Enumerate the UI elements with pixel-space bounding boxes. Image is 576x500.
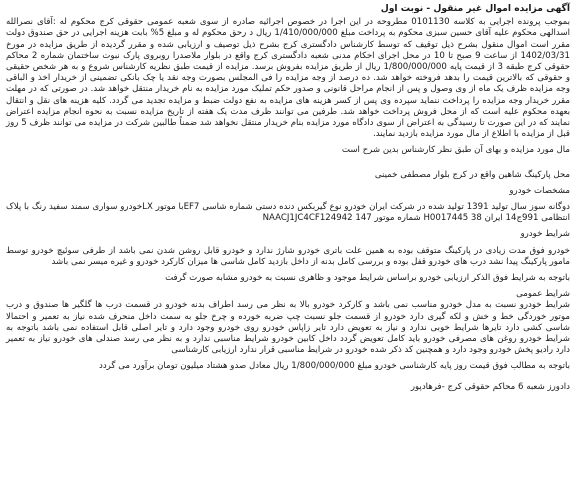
vehicle-condition-heading: شرایط خودرو bbox=[520, 229, 570, 240]
vehicle-specs-heading: مشخصات خودرو bbox=[509, 185, 570, 196]
notice-intro-paragraph: بموجب پرونده اجرایی به کلاسه 0101130 مطروحه در این اجرا در خصوص اجرائیه صادره از سوی شعبه عمومی حقوقی کرج محکوم له :آقای نصرالله اسدالهی محکوم علیه آقای حسین سبزی محکوم به پرداخت مبلغ 1/410/000/000 ریال د رحق محکوم له و مبلغ 5% بابت هزینه اجرایی در حق صندوق دولت مقرر است اموال منقول بشرح ذیل توقیف که توسط کارشناس دادگستری کرج بشرح ذیل توصیف و ارزیابی شده و مقرر گردیده از طریق مزایده در مورخ 1402/03/31 از ساعت 9 صبح تا 10 در محل اجرای احکام مدنی شعبه دادگستری کرج واقع در بلوار ملاصدرا روبروی پارک نبوت ساختمان شماره 2 محاکم حقوقی کرج طبقه 3 از قیمت پایه 1/800/000/000 ریال از طریق مزایده بفروش برسد. مزایده از قیمت طبق نظریه کارشناس شروع و به هر شخص حقیقی و حقوقی که بالاترین قیمت را بدهد فروخته خواهد شد. ده درصد از وجه مزایده را فی المجلس بصورت وجه نقد یا چک بانکی تضمینی از خریدار اخذ و الباقی وجه مزایده ظرف یک ماه از وی وصول و پس از انجام مراحل قانونی و صدور حکم تملیک مورد مزایده به نام خریدار منتقل خواهد شد. در صورتی که در مهلت مقرر خریدار وجه مزایده را پرداخت ننماید سپرده وی پس از کسر هزینه های مزایده به نفع دولت ضبط و مزایده تجدید می گردد. کلیه هزینه های نقل و انتقال بعهده محکوم علیه است که از محل فروش پرداخت خواهد شد. طرفین می توانند ظرف مدت یک هفته از تاریخ مزایده نسبت به نحوه انجام مزایده اعتراض نمایند که در این صورت تا رسیدگی به اعتراض از سوی دادگاه مورد مزایده بنام خریدار منتقل نخواهد شد ضمناً طالبین شرکت در مزایده می توانند ظرف 5 روز قبل از مزایده با اطلاع از مال مورد مزایده بازدید نمایند. bbox=[6, 17, 570, 140]
notice-title: آگهی مزایده اموال غیر منقول - نوبت اول bbox=[380, 3, 570, 14]
auction-location-line: محل پارکینگ شاهین واقع در کرج بلوار مصطفی خمینی bbox=[374, 169, 570, 180]
vehicle-condition-text: خودرو فوق مدت زیادی در پارکینگ متوقف بوده به همین علت باتری خودرو شارژ ندارد و خودرو قابل روشن شدن نمی باشد از طرفی سوئیچ خودرو توسط مامور پارکینگ پیدا نشد درب های خودرو قفل بوده و بررسی کامل بدنه از داخل بازدید کامل شاسی ها میزان کارکرد خودرو و غیره میسر نمی باشد bbox=[6, 245, 570, 267]
signature-line: دادورز شعبه 6 محاکم حقوقی کرج -فرهادپور bbox=[410, 381, 570, 392]
valuation-line: باتوجه به مطالب فوق قیمت روز پایه کارشناسی خودرو مبلغ 1/800/000/000 ریال معادل صدو هشتاد میلیون تومان برآورد می گردد bbox=[99, 361, 570, 372]
valuation-basis-line: باتوجه به شرایط فوق الذکر ارزیابی خودرو براساس شرایط موجود و ظاهری نسبت به خودرو مشابه صورت گرفت bbox=[165, 273, 570, 284]
general-conditions-text: شرایط خودرو نسبت به مدل خودرو مناسب نمی باشد و کارکرد خودرو بالا به نظر می رسد اطراف بدنه خودرو در قسمت درب ها گلگیر ها صندوق و درب موتور خوردگی خط و خش و لکه گیری دارد خودرو از قسمت جلو نسبت چپ ضربه خورده و چرخ جلو به سمت داخل منحرف شده نیاز به تعمیر و احتمالا شاسی کشی دارد تایرها شرایط خوبی ندارد و نیاز به تعویض دارد تایر زاپاس خودرو روی خودرو وجود دارد و تایر اصلی قابل استفاده نمی باشد باتوجه به شرایط خودرو روغن های مصرفی خودرو باید کامل تعویض گردد داخل کابین خودرو شرایط مناسبی ندارد و به نظر می رسد صندلی های خودرو نیاز به تعمیر دارد رادیو پخش خودرو وجود دارد و همچنین کد ذکر شده خودرو در شرایط مناسبی قرار ندارد ارزیابی کارشناسی bbox=[6, 300, 570, 356]
vehicle-specs-text: دوگانه سوز سال تولید 1391 تولید شده در شرکت ایران خودرو نوع گیربکس دنده دستی شماره شاسی EF7با موتور LXخودرو سواری سمند سفید رنگ با پلاک انتظامی 991ج14 ایران 38 H0017445 شماره موتور 147 NAACJ1JC4CF124942 bbox=[6, 202, 570, 224]
auction-subject-line: مال مورد مزایده و بهای آن طبق نظر کارشناس بدین شرح است bbox=[341, 145, 570, 156]
general-conditions-heading: شرایط عمومی bbox=[516, 289, 570, 300]
